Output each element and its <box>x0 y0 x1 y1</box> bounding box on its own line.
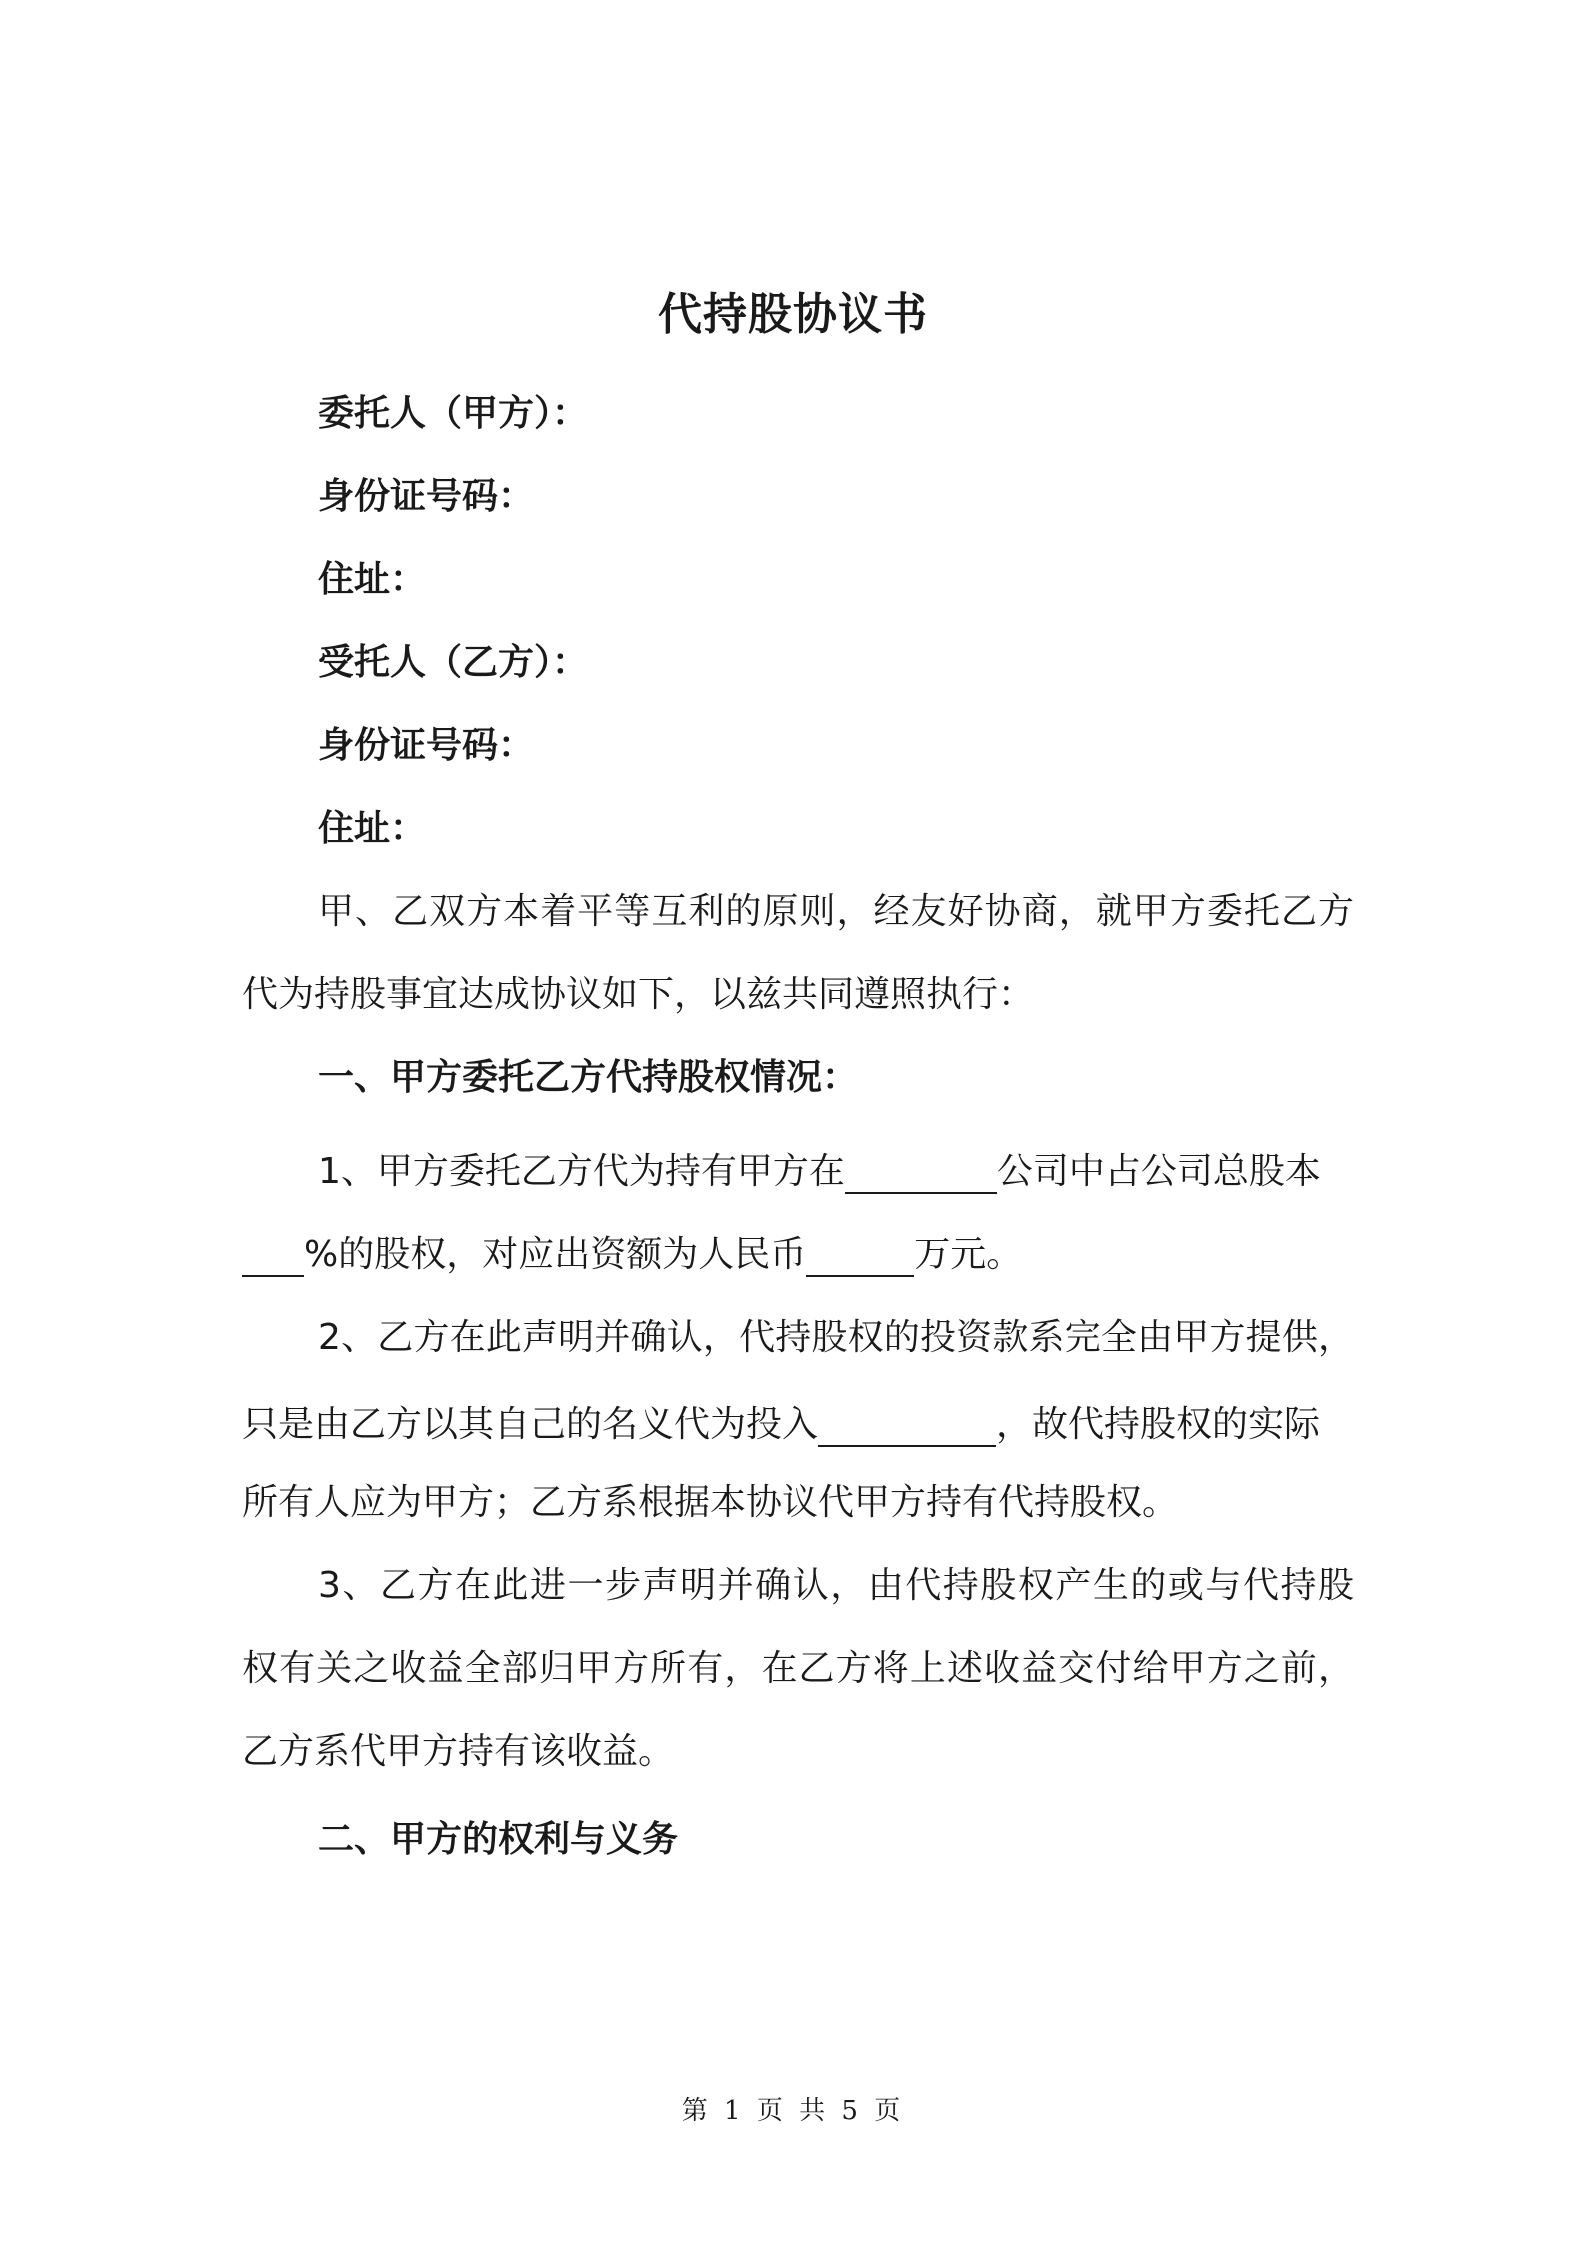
item-1-text-c: %的股权，对应出资额为人民币 <box>304 1234 807 1275</box>
agent-label: 受托人（乙方）： <box>318 642 589 683</box>
page-number-footer: 第 1 页 共 5 页 <box>681 2096 905 2126</box>
item-3-line-1: 3、乙方在此进一步声明并确认，由代持股权产生的或与代持股 <box>318 1565 1354 1606</box>
intro-line-2: 代为持股事宜达成协议如下，以兹共同遵照执行： <box>242 974 1035 1015</box>
intro-line-1: 甲、乙双方本着平等互利的原则，经友好协商，就甲方委托乙方 <box>318 891 1354 932</box>
agent-id-label: 身份证号码： <box>318 725 535 766</box>
item-1-text-a: 1、甲方委托乙方代为持有甲方在 <box>318 1151 845 1192</box>
principal-id-label: 身份证号码： <box>318 476 535 517</box>
item-2-line-1: 2、乙方在此声明并确认，代持股权的投资款系完全由甲方提供， <box>318 1317 1354 1358</box>
agent-address-label: 住址： <box>318 808 427 849</box>
item-2-text-a: 只是由乙方以其自己的名义代为投入 <box>242 1404 819 1445</box>
invest-target-blank <box>818 1407 996 1447</box>
item-1-text-d: 万元。 <box>914 1234 1023 1275</box>
item-1-line-2 <box>242 1233 1022 1277</box>
document-title: 代持股协议书 <box>658 289 928 340</box>
item-1-line-1 <box>318 1150 1321 1194</box>
section-1-heading: 一、甲方委托乙方代持股权情况： <box>318 1057 859 1098</box>
principal-address-label: 住址： <box>318 559 427 600</box>
section-2-heading: 二、甲方的权利与义务 <box>318 1819 679 1860</box>
item-3-line-3: 乙方系代甲方持有该收益。 <box>242 1731 675 1772</box>
company-name-blank <box>845 1154 997 1194</box>
item-2-line-2 <box>242 1403 1320 1447</box>
amount-blank <box>806 1237 914 1277</box>
item-3-line-2: 权有关之收益全部归甲方所有，在乙方将上述收益交付给甲方之前， <box>242 1648 1354 1689</box>
percentage-blank <box>242 1237 304 1277</box>
principal-label: 委托人（甲方）： <box>318 393 589 434</box>
item-2-line-3: 所有人应为甲方；乙方系根据本协议代甲方持有代持股权。 <box>242 1482 1179 1523</box>
item-1-text-b: 公司中占公司总股本 <box>996 1151 1321 1192</box>
item-2-text-b: ，故代持股权的实际 <box>996 1404 1321 1445</box>
